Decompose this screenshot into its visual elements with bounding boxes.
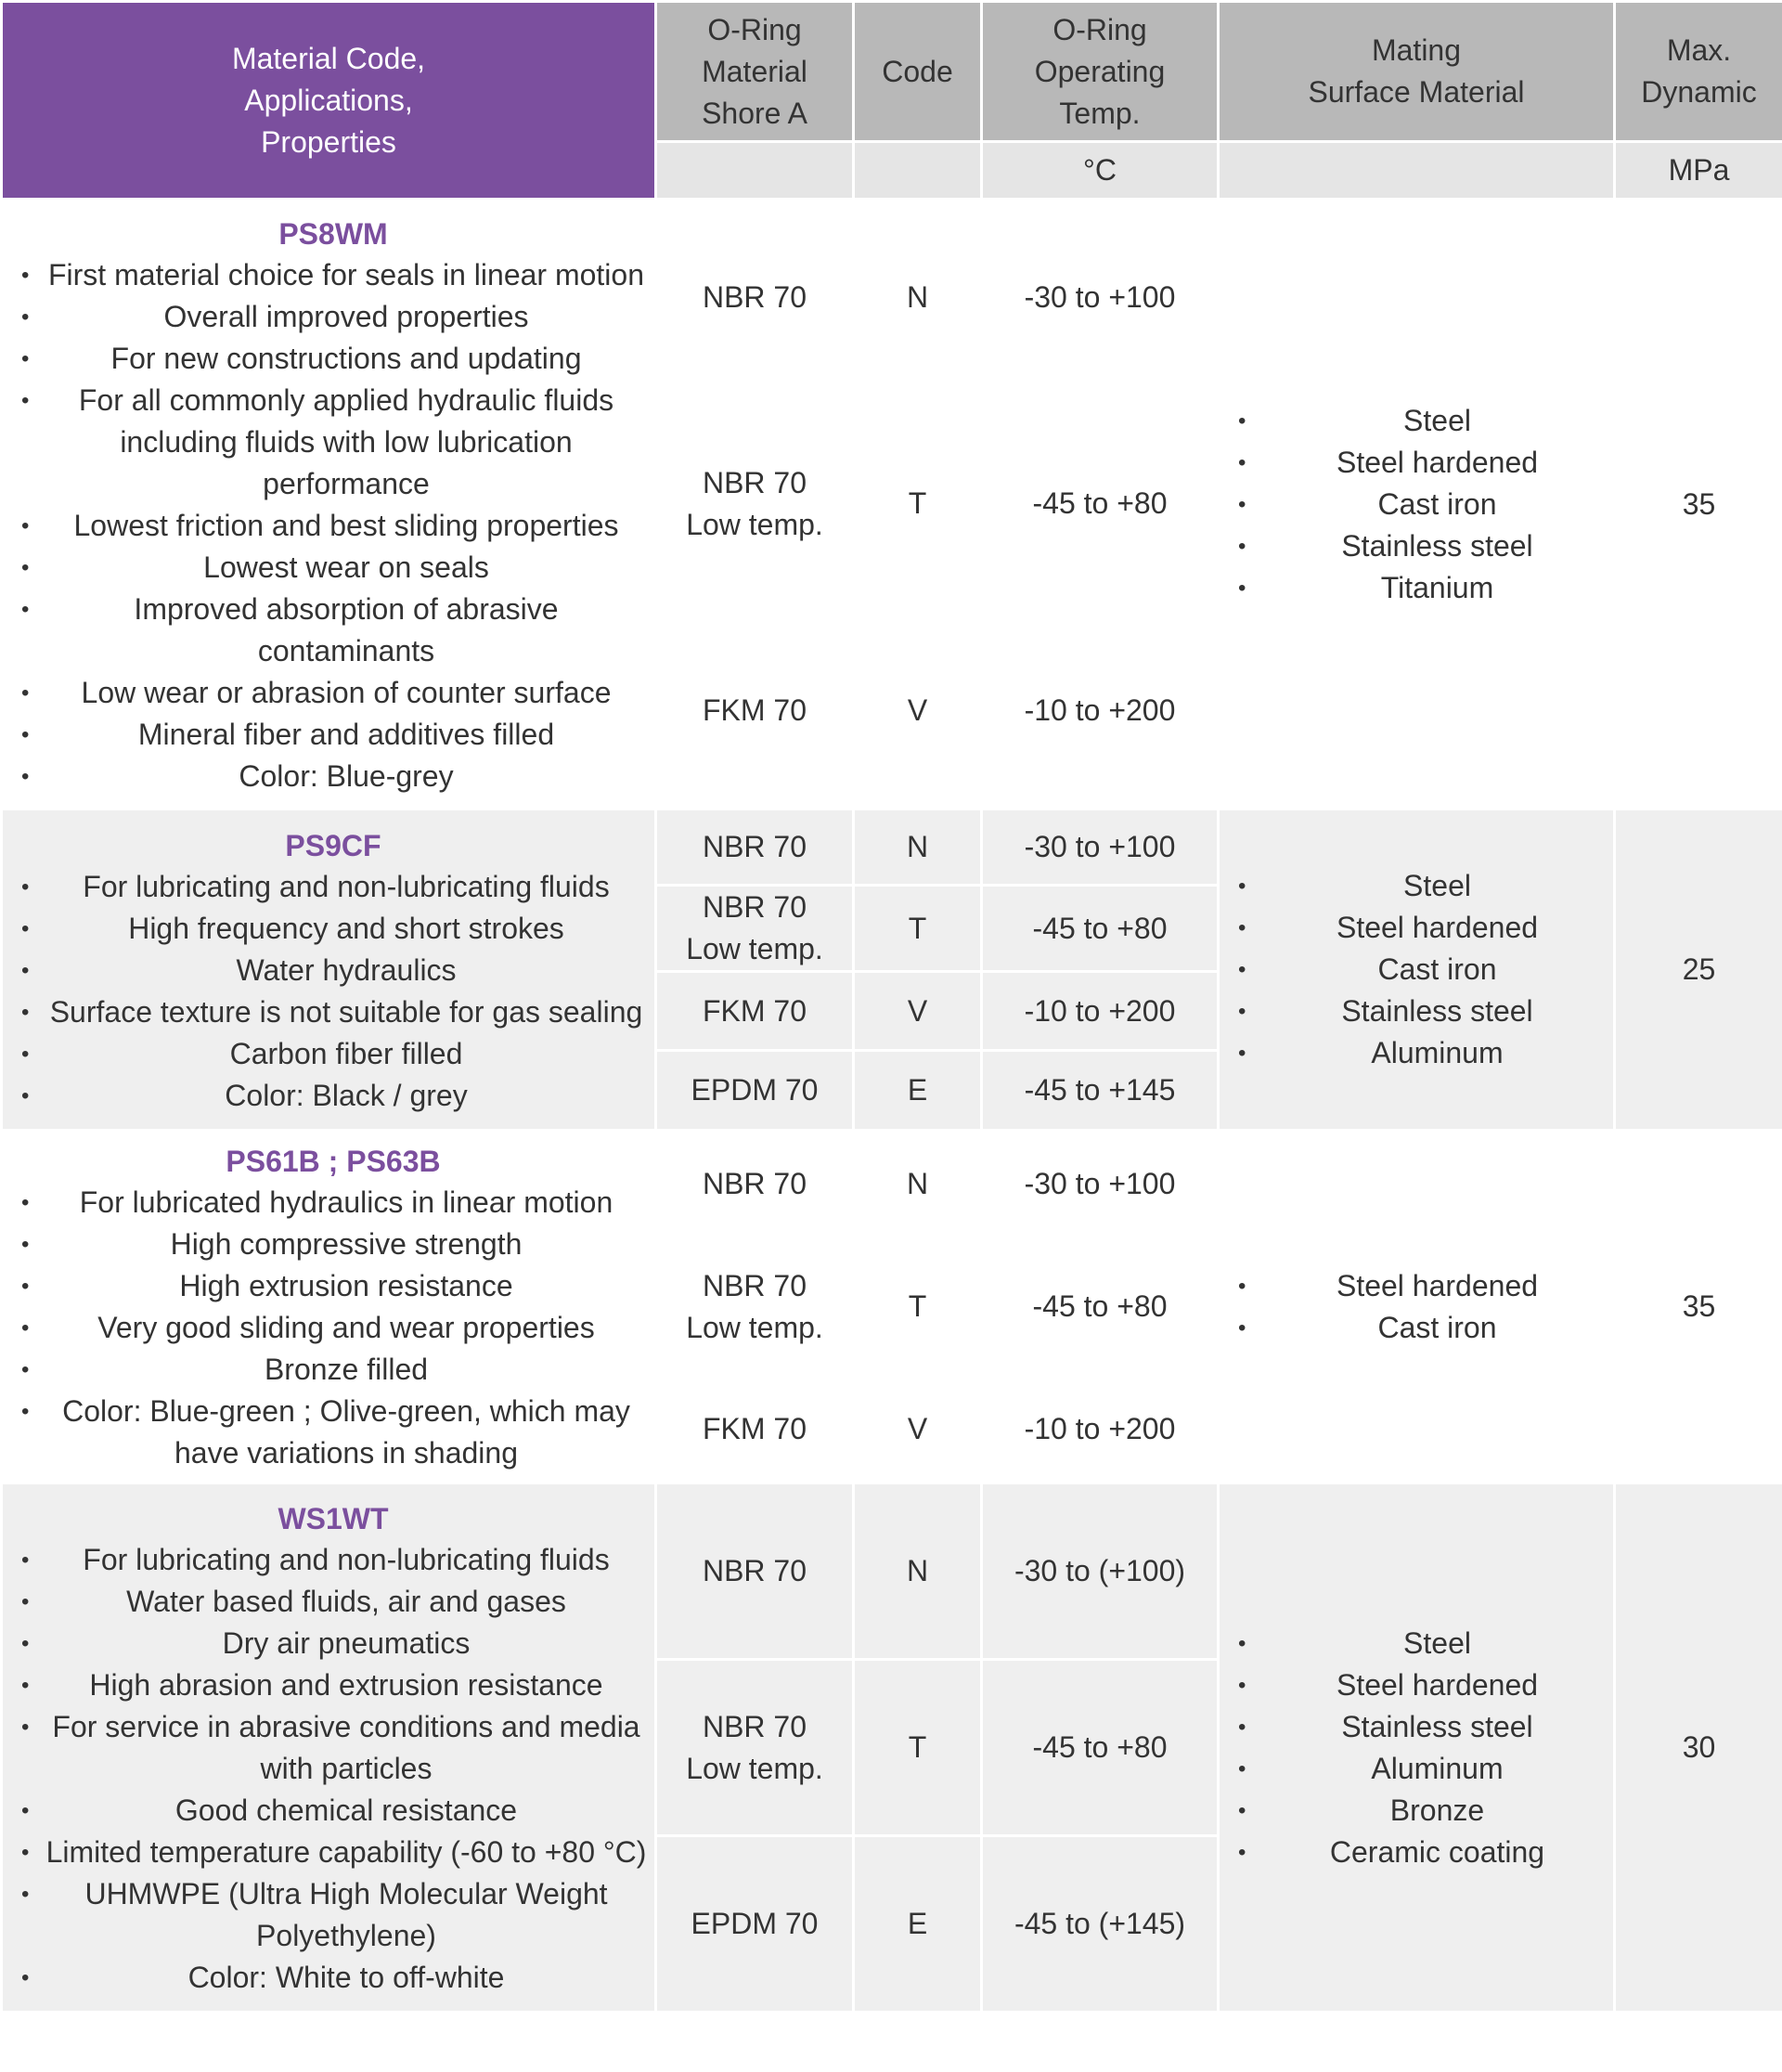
operating-temp-cell: -30 to +100	[982, 200, 1219, 396]
mating-surface-cell	[1219, 809, 1615, 1131]
property-item: • Carbon fiber filled	[19, 1033, 647, 1075]
code-cell: N	[854, 1131, 982, 1238]
oring-material-cell: FKM 70	[656, 612, 854, 809]
property-item: • High abrasion and extrusion resistance	[19, 1664, 647, 1706]
property-item: • High compressive strength	[19, 1224, 647, 1265]
material-code: PS9CF	[285, 828, 381, 862]
surface-list	[1236, 865, 1613, 1074]
unit-temp: °C	[982, 142, 1219, 200]
surface-item: • Aluminum	[1236, 1032, 1613, 1074]
operating-temp-cell: -30 to (+100)	[982, 1483, 1219, 1660]
operating-temp-cell: -45 to +80	[982, 396, 1219, 612]
code-cell: N	[854, 1483, 982, 1660]
property-list	[19, 1539, 647, 1999]
surface-item: • Steel	[1236, 400, 1613, 442]
code-cell: T	[854, 1238, 982, 1376]
max-dynamic-cell: 35	[1615, 1131, 1782, 1483]
surface-item: • Cast iron	[1236, 484, 1613, 525]
property-item: • Color: Blue-grey	[19, 756, 647, 797]
property-item: • Improved absorption of abrasive contaminants	[19, 589, 647, 672]
operating-temp-cell: -30 to +100	[982, 1131, 1219, 1238]
surface-item: • Steel hardened	[1236, 1265, 1613, 1307]
property-item: • Limited temperature capability (-60 to +80 °C)	[19, 1832, 647, 1873]
table-row	[2, 1131, 1782, 1238]
property-item: • For lubricating and non-lubricating fluids	[19, 1539, 647, 1581]
property-item: • Color: Blue-green ; Olive-green, which may have variations in shading	[19, 1391, 647, 1474]
header-temp: O-Ring Operating Temp.	[982, 2, 1219, 142]
property-item: • Lowest friction and best sliding properties	[19, 505, 647, 547]
unit-mating	[1219, 142, 1615, 200]
mating-surface-cell	[1219, 1131, 1615, 1483]
surface-item: • Titanium	[1236, 567, 1613, 609]
surface-item: • Steel	[1236, 1623, 1613, 1664]
oring-material-cell: NBR 70 Low temp.	[656, 1238, 854, 1376]
property-item: • High extrusion resistance	[19, 1265, 647, 1307]
code-cell: E	[854, 1051, 982, 1131]
property-item: • For service in abrasive conditions and media with particles	[19, 1706, 647, 1790]
property-list	[19, 866, 647, 1117]
surface-item: • Steel hardened	[1236, 907, 1613, 949]
surface-item: • Stainless steel	[1236, 1706, 1613, 1748]
property-item: • Color: Black / grey	[19, 1075, 647, 1117]
code-cell: N	[854, 809, 982, 886]
property-item: • Low wear or abrasion of counter surface	[19, 672, 647, 714]
oring-material-cell: NBR 70	[656, 1483, 854, 1660]
table-row	[2, 200, 1782, 396]
surface-item: • Bronze	[1236, 1790, 1613, 1832]
property-item: • Color: White to off-white	[19, 1957, 647, 1999]
surface-list	[1236, 1265, 1613, 1349]
code-cell: N	[854, 200, 982, 396]
oring-material-cell: NBR 70	[656, 1131, 854, 1238]
operating-temp-cell: -30 to +100	[982, 809, 1219, 886]
material-properties-cell	[2, 1483, 656, 2013]
oring-material-cell: EPDM 70	[656, 1836, 854, 2013]
operating-temp-cell: -10 to +200	[982, 972, 1219, 1051]
oring-material-cell: NBR 70	[656, 809, 854, 886]
oring-material-cell: FKM 70	[656, 1376, 854, 1483]
property-item: • Water hydraulics	[19, 950, 647, 991]
header-oring-material: O-Ring Material Shore A	[656, 2, 854, 142]
property-item: • Good chemical resistance	[19, 1790, 647, 1832]
code-cell: V	[854, 612, 982, 809]
operating-temp-cell: -45 to +80	[982, 886, 1219, 972]
operating-temp-cell: -45 to (+145)	[982, 1836, 1219, 2013]
material-properties-cell	[2, 809, 656, 1131]
property-item: • Bronze filled	[19, 1349, 647, 1391]
property-item: • Overall improved properties	[19, 296, 647, 338]
property-item: • For lubricated hydraulics in linear motion	[19, 1182, 647, 1224]
oring-material-cell: EPDM 70	[656, 1051, 854, 1131]
surface-item: • Steel	[1236, 865, 1613, 907]
code-cell: T	[854, 886, 982, 972]
max-dynamic-cell: 25	[1615, 809, 1782, 1131]
material-code: WS1WT	[278, 1502, 389, 1535]
material-code: PS61B ; PS63B	[226, 1145, 441, 1178]
property-list	[19, 1182, 647, 1474]
code-cell: E	[854, 1836, 982, 2013]
header-dynamic: Max. Dynamic	[1615, 2, 1782, 142]
code-cell: V	[854, 1376, 982, 1483]
header-code: Code	[854, 2, 982, 142]
surface-item: • Aluminum	[1236, 1748, 1613, 1790]
table-row	[2, 809, 1782, 886]
property-item: • For all commonly applied hydraulic fluids including fluids with low lubrication performance	[19, 380, 647, 505]
surface-item: • Cast iron	[1236, 949, 1613, 991]
property-item: • UHMWPE (Ultra High Molecular Weight Polyethylene)	[19, 1873, 647, 1957]
oring-material-cell: NBR 70 Low temp.	[656, 396, 854, 612]
property-item: • Lowest wear on seals	[19, 547, 647, 589]
table-body	[2, 200, 1782, 2013]
material-properties-cell	[2, 200, 656, 809]
mating-surface-cell	[1219, 200, 1615, 809]
header-material: Material Code, Applications, Properties	[2, 2, 656, 200]
property-item: • High frequency and short strokes	[19, 908, 647, 950]
surface-item: • Stainless steel	[1236, 525, 1613, 567]
property-item: • Water based fluids, air and gases	[19, 1581, 647, 1623]
property-item: • Dry air pneumatics	[19, 1623, 647, 1664]
oring-material-cell: NBR 70	[656, 200, 854, 396]
surface-list	[1236, 400, 1613, 609]
property-item: • Mineral fiber and additives filled	[19, 714, 647, 756]
operating-temp-cell: -10 to +200	[982, 612, 1219, 809]
property-item: • For new constructions and updating	[19, 338, 647, 380]
property-item: • Very good sliding and wear properties	[19, 1307, 647, 1349]
surface-item: • Ceramic coating	[1236, 1832, 1613, 1873]
max-dynamic-cell: 35	[1615, 200, 1782, 809]
code-cell: V	[854, 972, 982, 1051]
code-cell: T	[854, 396, 982, 612]
material-properties-cell	[2, 1131, 656, 1483]
oring-material-cell: FKM 70	[656, 972, 854, 1051]
mating-surface-cell	[1219, 1483, 1615, 2013]
property-item: • For lubricating and non-lubricating fluids	[19, 866, 647, 908]
operating-temp-cell: -45 to +80	[982, 1238, 1219, 1376]
operating-temp-cell: -45 to +80	[982, 1660, 1219, 1836]
unit-oring-material	[656, 142, 854, 200]
surface-list	[1236, 1623, 1613, 1873]
unit-code	[854, 142, 982, 200]
operating-temp-cell: -45 to +145	[982, 1051, 1219, 1131]
surface-item: • Steel hardened	[1236, 1664, 1613, 1706]
surface-item: • Stainless steel	[1236, 991, 1613, 1032]
oring-material-cell: NBR 70 Low temp.	[656, 886, 854, 972]
material-code: PS8WM	[278, 216, 388, 251]
header-mating-surface: Mating Surface Material	[1219, 2, 1615, 142]
property-item: • Surface texture is not suitable for gas sealing	[19, 991, 647, 1033]
property-item: • First material choice for seals in linear motion	[19, 254, 647, 296]
surface-item: • Cast iron	[1236, 1307, 1613, 1349]
surface-item: • Steel hardened	[1236, 442, 1613, 484]
unit-dynamic: MPa	[1615, 142, 1782, 200]
code-cell: T	[854, 1660, 982, 1836]
max-dynamic-cell: 30	[1615, 1483, 1782, 2013]
oring-material-cell: NBR 70 Low temp.	[656, 1660, 854, 1836]
table-row	[2, 1483, 1782, 1660]
property-list	[19, 254, 647, 797]
operating-temp-cell: -10 to +200	[982, 1376, 1219, 1483]
